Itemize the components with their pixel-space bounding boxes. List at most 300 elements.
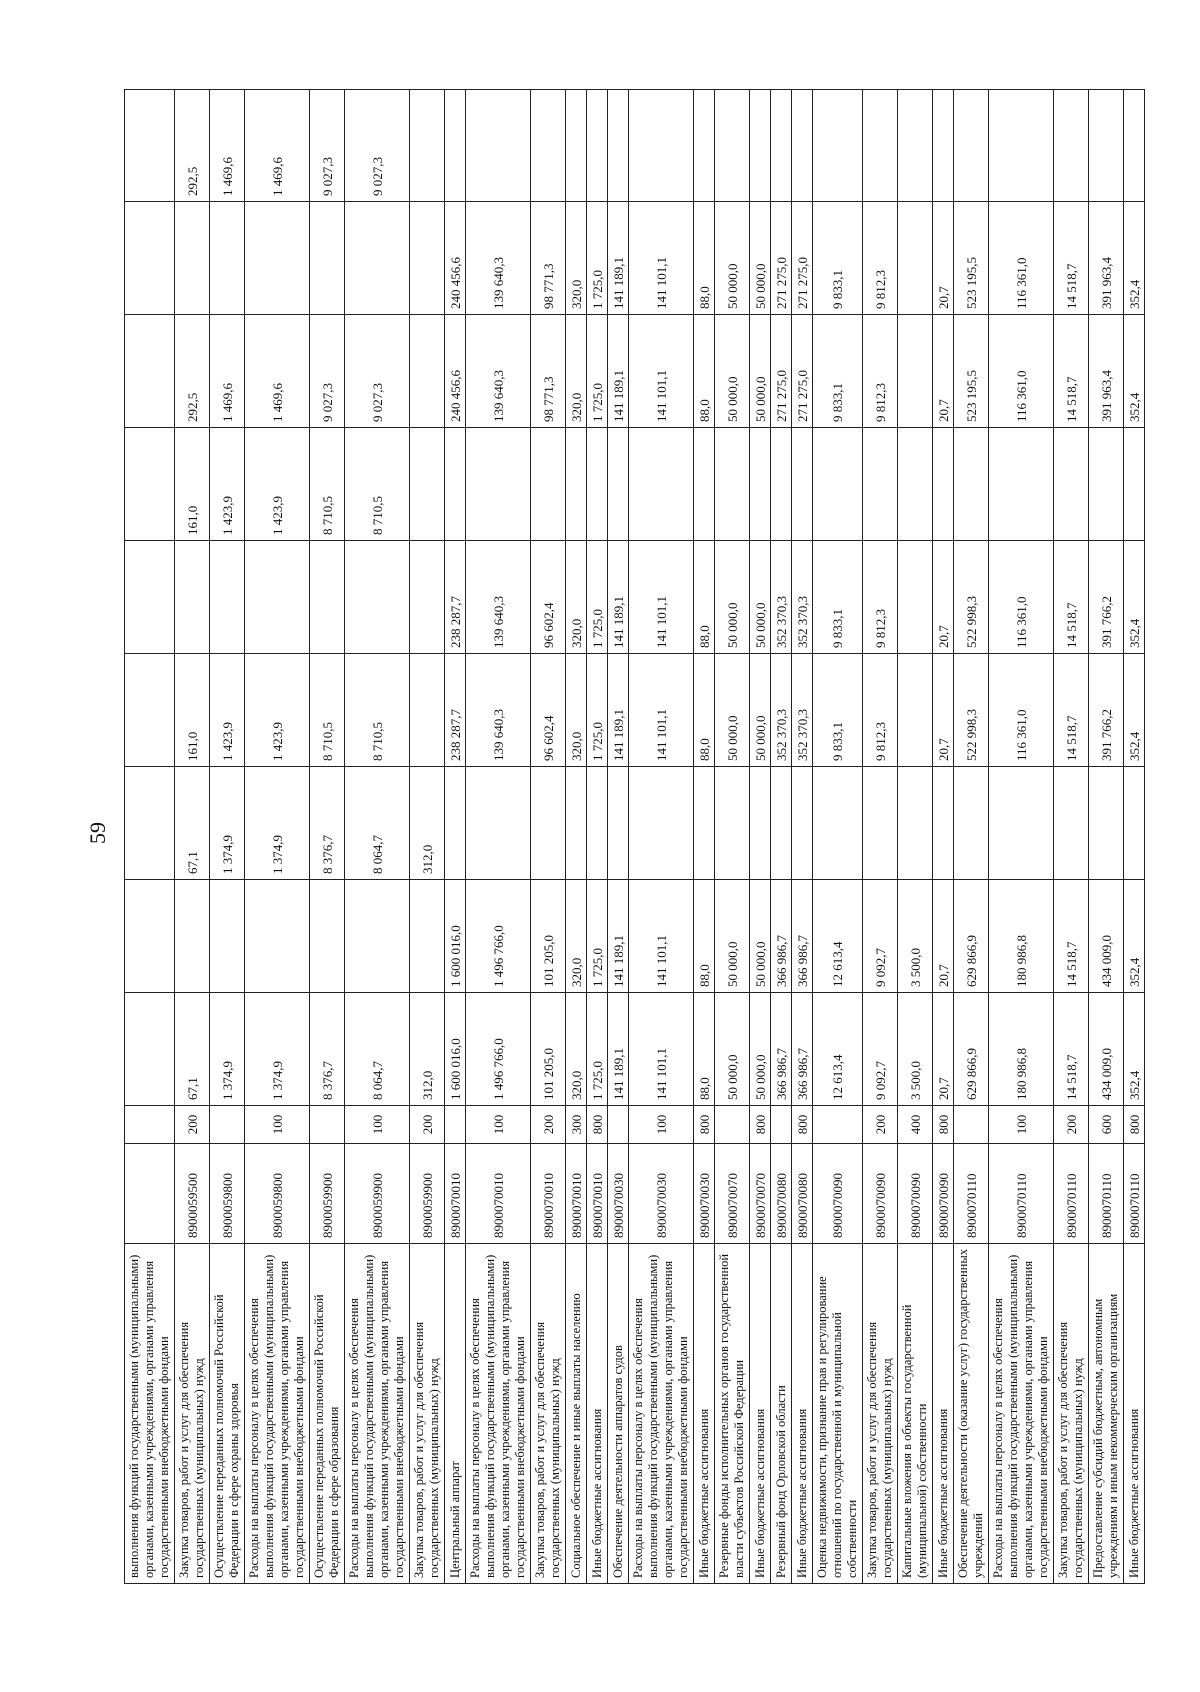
amount-cell (125, 654, 175, 767)
amount-cell: 629 866,9 (954, 993, 989, 1106)
table-row (954, 90, 989, 1584)
amount-cell: 9 833,1 (813, 541, 863, 654)
amount-cell: 391 963,4 (1089, 315, 1124, 428)
amount-cell: 9 027,3 (345, 90, 410, 202)
target-code: 8900059800 (245, 1144, 310, 1244)
amount-cell: 9 027,3 (310, 90, 345, 202)
budget-table-rotated (124, 90, 1142, 1584)
table-row (345, 90, 410, 1584)
amount-cell: 1 374,9 (210, 993, 245, 1106)
amount-cell: 352,4 (1124, 315, 1145, 428)
table-row (989, 90, 1054, 1584)
amount-cell (310, 880, 345, 993)
amount-cell: 50 000,0 (750, 315, 771, 428)
amount-cell (1054, 767, 1089, 880)
amount-cell: 139 640,3 (466, 654, 531, 767)
amount-cell (410, 428, 445, 541)
amount-cell (750, 767, 771, 880)
amount-cell: 1 725,0 (587, 654, 608, 767)
amount-cell (466, 428, 531, 541)
amount-cell: 98 771,3 (531, 202, 566, 315)
expense-type-code (125, 1106, 175, 1144)
amount-cell: 14 518,7 (1054, 880, 1089, 993)
amount-cell (125, 993, 175, 1106)
amount-cell (608, 428, 629, 541)
amount-cell: 238 287,7 (445, 541, 466, 654)
amount-cell: 88,0 (694, 993, 715, 1106)
amount-cell: 434 009,0 (1089, 880, 1124, 993)
table-row (898, 90, 933, 1584)
amount-cell: 50 000,0 (715, 315, 750, 428)
expense-type-code (445, 1106, 466, 1144)
target-code: 8900070010 (566, 1144, 587, 1244)
row-name: Предоставление субсидий бюджетным, автономным учреждениям и иным некоммерческим организациям (1089, 1244, 1124, 1584)
amount-cell: 96 602,4 (531, 541, 566, 654)
target-code: 8900070070 (715, 1144, 750, 1244)
amount-cell (792, 90, 813, 202)
amount-cell: 9 092,7 (863, 880, 898, 993)
amount-cell: 139 640,3 (466, 315, 531, 428)
amount-cell: 67,1 (175, 993, 210, 1106)
amount-cell: 391 766,2 (1089, 541, 1124, 654)
amount-cell: 88,0 (694, 315, 715, 428)
amount-cell: 320,0 (566, 654, 587, 767)
amount-cell: 101 205,0 (531, 993, 566, 1106)
amount-cell: 88,0 (694, 541, 715, 654)
table-row (933, 90, 954, 1584)
expense-type-code: 100 (989, 1106, 1054, 1144)
amount-cell: 98 771,3 (531, 315, 566, 428)
amount-cell (587, 90, 608, 202)
amount-cell (410, 880, 445, 993)
amount-cell (694, 90, 715, 202)
target-code: 8900070090 (898, 1144, 933, 1244)
row-name: Капитальные вложения в объекты государственной (муниципальной) собственности (898, 1244, 933, 1584)
amount-cell (954, 428, 989, 541)
row-name: Расходы на выплаты персоналу в целях обеспечения выполнения функций государственными (муниципальными) органами, казенными учреждениями, органами управления государственными внебюджетными фондами (245, 1244, 310, 1584)
amount-cell (863, 767, 898, 880)
amount-cell: 139 640,3 (466, 202, 531, 315)
table-row (715, 90, 750, 1584)
amount-cell (175, 880, 210, 993)
amount-cell: 1 496 766,0 (466, 993, 531, 1106)
amount-cell (310, 202, 345, 315)
amount-cell (898, 90, 933, 202)
amount-cell (1089, 767, 1124, 880)
row-name: Закупка товаров, работ и услуг для обеспечения государственных (муниципальных) нужд (863, 1244, 898, 1584)
amount-cell (587, 428, 608, 541)
row-name: выполнения функций государственными (муниципальными) органами, казенными учреждениями, органами управления государственными внебюджетными фондами (125, 1244, 175, 1584)
amount-cell: 9 092,7 (863, 993, 898, 1106)
amount-cell: 240 456,6 (445, 315, 466, 428)
row-name: Резервный фонд Орловской области (771, 1244, 792, 1584)
table-row (1089, 90, 1124, 1584)
amount-cell (863, 428, 898, 541)
amount-cell (933, 90, 954, 202)
amount-cell: 50 000,0 (750, 202, 771, 315)
amount-cell (125, 880, 175, 993)
table-row (466, 90, 531, 1584)
expense-type-code: 200 (1054, 1106, 1089, 1144)
expense-type-code: 200 (863, 1106, 898, 1144)
amount-cell: 116 361,0 (989, 315, 1054, 428)
target-code: 8900070090 (863, 1144, 898, 1244)
amount-cell: 88,0 (694, 202, 715, 315)
amount-cell: 3 500,0 (898, 880, 933, 993)
amount-cell (898, 541, 933, 654)
expense-type-code: 200 (175, 1106, 210, 1144)
amount-cell (531, 90, 566, 202)
amount-cell: 101 205,0 (531, 880, 566, 993)
amount-cell: 3 500,0 (898, 993, 933, 1106)
amount-cell: 1 725,0 (587, 541, 608, 654)
row-name: Иные бюджетные ассигнования (1124, 1244, 1145, 1584)
amount-cell (410, 90, 445, 202)
amount-cell (466, 767, 531, 880)
target-code: 8900070110 (1124, 1144, 1145, 1244)
amount-cell (989, 90, 1054, 202)
target-code: 8900070110 (1054, 1144, 1089, 1244)
target-code: 8900070110 (954, 1144, 989, 1244)
target-code: 8900059900 (310, 1144, 345, 1244)
amount-cell: 1 496 766,0 (466, 880, 531, 993)
target-code: 8900059800 (210, 1144, 245, 1244)
amount-cell (175, 202, 210, 315)
row-name: Расходы на выплаты персоналу в целях обеспечения выполнения функций государственными (муниципальными) органами, казенными учреждениями, органами управления государственными внебюджетными фондами (629, 1244, 694, 1584)
amount-cell: 9 812,3 (863, 202, 898, 315)
expense-type-code: 800 (1124, 1106, 1145, 1144)
amount-cell (629, 428, 694, 541)
amount-cell: 141 101,1 (629, 993, 694, 1106)
expense-type-code: 100 (466, 1106, 531, 1144)
amount-cell (566, 90, 587, 202)
amount-cell (813, 767, 863, 880)
amount-cell: 352 370,3 (771, 541, 792, 654)
amount-cell: 8 710,5 (310, 654, 345, 767)
amount-cell: 240 456,6 (445, 202, 466, 315)
amount-cell: 1 600 016,0 (445, 880, 466, 993)
amount-cell: 320,0 (566, 993, 587, 1106)
amount-cell: 67,1 (175, 767, 210, 880)
amount-cell: 8 064,7 (345, 767, 410, 880)
amount-cell: 1 423,9 (245, 654, 310, 767)
amount-cell: 1 600 016,0 (445, 993, 466, 1106)
amount-cell: 366 986,7 (792, 993, 813, 1106)
table-row (750, 90, 771, 1584)
amount-cell: 1 423,9 (245, 428, 310, 541)
target-code: 8900070110 (989, 1144, 1054, 1244)
row-name: Резервные фонды исполнительных органов государственной власти субъектов Российской Федерации (715, 1244, 750, 1584)
table-row (310, 90, 345, 1584)
amount-cell (608, 767, 629, 880)
amount-cell (771, 767, 792, 880)
target-code: 8900070030 (608, 1144, 629, 1244)
amount-cell: 292,5 (175, 90, 210, 202)
amount-cell (531, 428, 566, 541)
amount-cell: 8 710,5 (310, 428, 345, 541)
amount-cell: 8 376,7 (310, 767, 345, 880)
amount-cell (345, 202, 410, 315)
amount-cell: 20,7 (933, 541, 954, 654)
target-code: 8900070090 (933, 1144, 954, 1244)
amount-cell (175, 541, 210, 654)
amount-cell (1124, 428, 1145, 541)
amount-cell: 1 423,9 (210, 428, 245, 541)
amount-cell (125, 202, 175, 315)
amount-cell: 20,7 (933, 880, 954, 993)
amount-cell: 320,0 (566, 541, 587, 654)
expense-type-code (608, 1106, 629, 1144)
amount-cell (410, 541, 445, 654)
amount-cell: 20,7 (933, 315, 954, 428)
amount-cell: 50 000,0 (715, 541, 750, 654)
row-name: Обеспечение деятельности (оказание услуг) государственных учреждений (954, 1244, 989, 1584)
amount-cell: 139 640,3 (466, 541, 531, 654)
target-code: 8900070010 (466, 1144, 531, 1244)
table-row (410, 90, 445, 1584)
amount-cell: 161,0 (175, 428, 210, 541)
row-name: Центральный аппарат (445, 1244, 466, 1584)
amount-cell (813, 90, 863, 202)
amount-cell (715, 428, 750, 541)
amount-cell (1054, 428, 1089, 541)
amount-cell (410, 654, 445, 767)
amount-cell: 116 361,0 (989, 654, 1054, 767)
amount-cell (629, 90, 694, 202)
amount-cell: 12 613,4 (813, 993, 863, 1106)
amount-cell: 96 602,4 (531, 654, 566, 767)
amount-cell: 50 000,0 (750, 541, 771, 654)
expense-type-code: 800 (587, 1106, 608, 1144)
expense-type-code (715, 1106, 750, 1144)
amount-cell: 9 812,3 (863, 541, 898, 654)
row-name: Обеспечение деятельности аппаратов судов (608, 1244, 629, 1584)
amount-cell: 352,4 (1124, 993, 1145, 1106)
amount-cell (210, 202, 245, 315)
amount-cell: 271 275,0 (792, 315, 813, 428)
amount-cell: 50 000,0 (715, 993, 750, 1106)
table-row (175, 90, 210, 1584)
expense-type-code: 800 (933, 1106, 954, 1144)
amount-cell: 141 189,1 (608, 315, 629, 428)
amount-cell: 8 710,5 (345, 428, 410, 541)
amount-cell (813, 428, 863, 541)
amount-cell: 1 469,6 (210, 315, 245, 428)
amount-cell (898, 428, 933, 541)
amount-cell: 1 725,0 (587, 202, 608, 315)
amount-cell (989, 428, 1054, 541)
amount-cell: 1 725,0 (587, 880, 608, 993)
amount-cell: 1 469,6 (245, 90, 310, 202)
amount-cell (792, 767, 813, 880)
amount-cell: 141 189,1 (608, 993, 629, 1106)
amount-cell: 14 518,7 (1054, 202, 1089, 315)
amount-cell (792, 428, 813, 541)
row-name: Закупка товаров, работ и услуг для обеспечения государственных (муниципальных) нужд (531, 1244, 566, 1584)
amount-cell: 629 866,9 (954, 880, 989, 993)
target-code: 8900070080 (771, 1144, 792, 1244)
table-row (813, 90, 863, 1584)
amount-cell: 50 000,0 (750, 654, 771, 767)
amount-cell: 20,7 (933, 202, 954, 315)
amount-cell (715, 767, 750, 880)
table-row (245, 90, 310, 1584)
table-row (863, 90, 898, 1584)
expense-type-code: 400 (898, 1106, 933, 1144)
row-name: Иные бюджетные ассигнования (933, 1244, 954, 1584)
amount-cell: 50 000,0 (750, 880, 771, 993)
amount-cell: 141 101,1 (629, 541, 694, 654)
amount-cell (245, 880, 310, 993)
amount-cell: 141 189,1 (608, 202, 629, 315)
expense-type-code: 800 (750, 1106, 771, 1144)
amount-cell (566, 428, 587, 541)
amount-cell: 352 370,3 (792, 654, 813, 767)
amount-cell: 9 833,1 (813, 315, 863, 428)
amount-cell: 141 101,1 (629, 880, 694, 993)
target-code: 8900070110 (1089, 1144, 1124, 1244)
amount-cell: 523 195,5 (954, 315, 989, 428)
row-name: Осуществление переданных полномочий Российской Федерации в сфере образования (310, 1244, 345, 1584)
table-row (125, 90, 175, 1584)
expense-type-code (210, 1106, 245, 1144)
amount-cell: 14 518,7 (1054, 654, 1089, 767)
amount-cell: 20,7 (933, 654, 954, 767)
amount-cell: 180 986,8 (989, 880, 1054, 993)
amount-cell (125, 767, 175, 880)
row-name: Закупка товаров, работ и услуг для обеспечения государственных (муниципальных) нужд (410, 1244, 445, 1584)
amount-cell: 391 963,4 (1089, 202, 1124, 315)
expense-type-code: 800 (694, 1106, 715, 1144)
amount-cell (125, 428, 175, 541)
amount-cell: 271 275,0 (771, 202, 792, 315)
amount-cell (445, 428, 466, 541)
amount-cell: 320,0 (566, 880, 587, 993)
expense-type-code: 300 (566, 1106, 587, 1144)
row-name: Расходы на выплаты персоналу в целях обеспечения выполнения функций государственными (муниципальными) органами, казенными учреждениями, органами управления государственными внебюджетными фондами (345, 1244, 410, 1584)
amount-cell: 88,0 (694, 654, 715, 767)
amount-cell: 141 189,1 (608, 654, 629, 767)
expense-type-code: 100 (245, 1106, 310, 1144)
row-name: Социальное обеспечение и иные выплаты населению (566, 1244, 587, 1584)
expense-type-code: 100 (345, 1106, 410, 1144)
amount-cell (445, 90, 466, 202)
row-name: Осуществление переданных полномочий Российской Федерации в сфере охраны здоровья (210, 1244, 245, 1584)
amount-cell (125, 541, 175, 654)
amount-cell: 352,4 (1124, 202, 1145, 315)
amount-cell (1054, 90, 1089, 202)
table-body (125, 90, 1145, 1584)
target-code: 8900070010 (445, 1144, 466, 1244)
row-name: Расходы на выплаты персоналу в целях обеспечения выполнения функций государственными (муниципальными) органами, казенными учреждениями, органами управления государственными внебюджетными фондами (989, 1244, 1054, 1584)
amount-cell (750, 90, 771, 202)
amount-cell: 312,0 (410, 767, 445, 880)
table-row (629, 90, 694, 1584)
amount-cell: 1 423,9 (210, 654, 245, 767)
amount-cell: 14 518,7 (1054, 541, 1089, 654)
amount-cell (954, 90, 989, 202)
expense-type-code: 600 (1089, 1106, 1124, 1144)
amount-cell (410, 315, 445, 428)
table-row (771, 90, 792, 1584)
amount-cell (694, 767, 715, 880)
table-row (792, 90, 813, 1584)
amount-cell: 366 986,7 (771, 993, 792, 1106)
row-name: Оценка недвижимости, признание прав и регулирование отношений по государственной и муниципальной собственности (813, 1244, 863, 1584)
amount-cell (345, 541, 410, 654)
expense-type-code: 200 (531, 1106, 566, 1144)
row-name: Иные бюджетные ассигнования (750, 1244, 771, 1584)
amount-cell (587, 767, 608, 880)
amount-cell (1124, 767, 1145, 880)
amount-cell: 1 374,9 (245, 993, 310, 1106)
amount-cell (345, 880, 410, 993)
row-name: Иные бюджетные ассигнования (694, 1244, 715, 1584)
expense-type-code (310, 1106, 345, 1144)
amount-cell (898, 767, 933, 880)
row-name: Закупка товаров, работ и услуг для обеспечения государственных (муниципальных) нужд (175, 1244, 210, 1584)
table-row (210, 90, 245, 1584)
expense-type-code: 100 (629, 1106, 694, 1144)
amount-cell: 9 812,3 (863, 654, 898, 767)
amount-cell (629, 767, 694, 880)
amount-cell: 522 998,3 (954, 541, 989, 654)
amount-cell: 12 613,4 (813, 880, 863, 993)
table-row (566, 90, 587, 1584)
amount-cell: 1 725,0 (587, 315, 608, 428)
target-code: 8900070070 (750, 1144, 771, 1244)
expense-type-code (771, 1106, 792, 1144)
target-code: 8900070030 (629, 1144, 694, 1244)
amount-cell: 312,0 (410, 993, 445, 1106)
amount-cell: 271 275,0 (771, 315, 792, 428)
budget-table (124, 89, 1145, 1584)
amount-cell (1124, 90, 1145, 202)
amount-cell: 1 469,6 (245, 315, 310, 428)
amount-cell: 141 101,1 (629, 654, 694, 767)
amount-cell: 141 101,1 (629, 315, 694, 428)
amount-cell: 522 998,3 (954, 654, 989, 767)
amount-cell (898, 202, 933, 315)
amount-cell: 50 000,0 (715, 654, 750, 767)
expense-type-code: 200 (410, 1106, 445, 1144)
amount-cell: 9 812,3 (863, 315, 898, 428)
row-name: Иные бюджетные ассигнования (792, 1244, 813, 1584)
target-code: 8900070010 (587, 1144, 608, 1244)
amount-cell: 1 374,9 (245, 767, 310, 880)
amount-cell (863, 90, 898, 202)
amount-cell (566, 767, 587, 880)
amount-cell: 352,4 (1124, 880, 1145, 993)
amount-cell: 1 469,6 (210, 90, 245, 202)
amount-cell: 116 361,0 (989, 202, 1054, 315)
expense-type-code (813, 1106, 863, 1144)
amount-cell: 352,4 (1124, 541, 1145, 654)
amount-cell: 50 000,0 (715, 880, 750, 993)
amount-cell (608, 90, 629, 202)
table-row (694, 90, 715, 1584)
amount-cell (410, 202, 445, 315)
amount-cell: 9 027,3 (345, 315, 410, 428)
target-code: 8900059900 (410, 1144, 445, 1244)
amount-cell: 116 361,0 (989, 541, 1054, 654)
table-row (1054, 90, 1089, 1584)
page-number: 59 (85, 822, 110, 844)
amount-cell: 141 189,1 (608, 541, 629, 654)
amount-cell: 141 189,1 (608, 880, 629, 993)
amount-cell: 161,0 (175, 654, 210, 767)
amount-cell: 50 000,0 (715, 202, 750, 315)
